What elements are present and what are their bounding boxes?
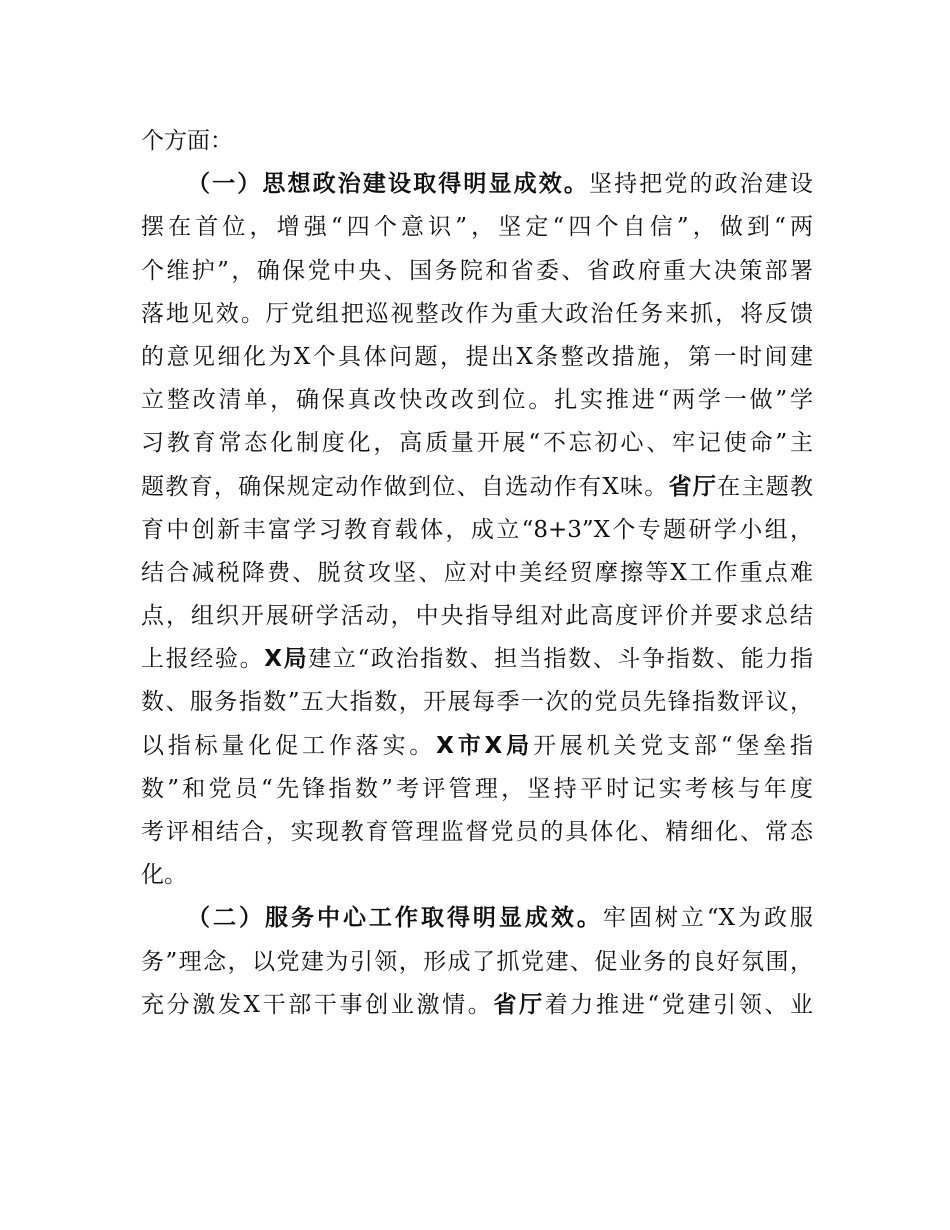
text-line	[141, 768, 813, 811]
bold-org-name: 省厅	[493, 991, 545, 1018]
text-line	[141, 984, 813, 1027]
line-text: 在主题教	[717, 473, 813, 500]
line-text: 育中创新丰富学习教育载体，成立“8+3”X个专题研学小组，	[141, 516, 813, 543]
section-one-heading: （一）思想政治建设取得明显成效。	[187, 171, 589, 198]
line-text: 考评相结合，实现教育管理监督党员的具体化、精细化、常态	[141, 819, 813, 845]
line-text: 习教育常态化制度化，高质量开展“不忘初心、牢记使命”主	[141, 430, 813, 457]
line-text: 个维护”，确保党中央、国务院和省委、省政府重大决策部署	[141, 257, 813, 284]
line-text: 个方面：	[141, 128, 233, 154]
text-line	[141, 422, 813, 465]
bold-org-name: 省厅	[668, 473, 718, 500]
text-line	[141, 336, 813, 379]
text-line	[141, 250, 813, 293]
line-text: 上报经验。	[141, 646, 265, 673]
line-text: 坚持把党的政治建设	[589, 171, 813, 198]
text-line	[141, 293, 813, 336]
text-line	[141, 941, 813, 984]
text-line	[141, 854, 813, 897]
text-line	[141, 552, 813, 595]
line-text: 落地见效。厅党组把巡视整改作为重大政治任务来抓，将反馈	[141, 300, 813, 327]
line-text: 务”理念，以党建为引领，形成了抓党建、促业务的良好氛围，	[141, 948, 813, 975]
line-text: 化。	[141, 862, 187, 889]
line-text: 建立“政治指数、担当指数、斗争指数、能力指	[308, 646, 813, 673]
text-line	[141, 206, 813, 249]
text-line	[141, 466, 813, 509]
text-line	[141, 638, 813, 681]
line-text: 数、服务指数”五大指数，开展每季一次的党员先锋指数评议，	[141, 689, 813, 716]
line-text: 立整改清单，确保真改快改改到位。扎实推进“两学一做”学	[141, 387, 813, 414]
text-line	[141, 509, 813, 552]
section-one-first-line	[141, 163, 813, 206]
line-text: 牢固树立“X为政服	[602, 905, 813, 932]
line-text: 数”和党员“先锋指数”考评管理，坚持平时记实考核与年度	[141, 775, 813, 802]
line-text: 着力推进“党建引领、业	[544, 991, 813, 1018]
line-text: 的意见细化为X个具体问题，提出X条整改措施，第一时间建	[141, 343, 813, 370]
section-two-first-line	[141, 897, 813, 940]
text-line	[141, 595, 813, 638]
bold-org-name: X市X局	[436, 732, 533, 759]
text-line	[141, 811, 813, 854]
text-line	[141, 120, 813, 163]
text-line	[141, 681, 813, 724]
line-text: 以指标量化促工作落实。	[141, 732, 437, 759]
line-text: 题教育，确保规定动作做到位、自选动作有X味。	[141, 473, 669, 500]
document-body	[141, 120, 813, 1027]
section-two-heading: （二）服务中心工作取得明显成效。	[187, 905, 603, 932]
line-text: 充分激发X干部干事创业激情。	[141, 991, 494, 1018]
bold-org-name: X局	[264, 646, 309, 673]
text-line	[141, 379, 813, 422]
line-text: 摆在首位，增强“四个意识”，坚定“四个自信”，做到“两	[141, 214, 813, 241]
line-text: 结合减税降费、脱贫攻坚、应对中美经贸摩擦等X工作重点难	[141, 559, 813, 586]
line-text: 开展机关党支部“堡垒指	[532, 732, 813, 759]
text-line	[141, 725, 813, 768]
line-text: 点，组织开展研学活动，中央指导组对此高度评价并要求总结	[141, 603, 813, 630]
